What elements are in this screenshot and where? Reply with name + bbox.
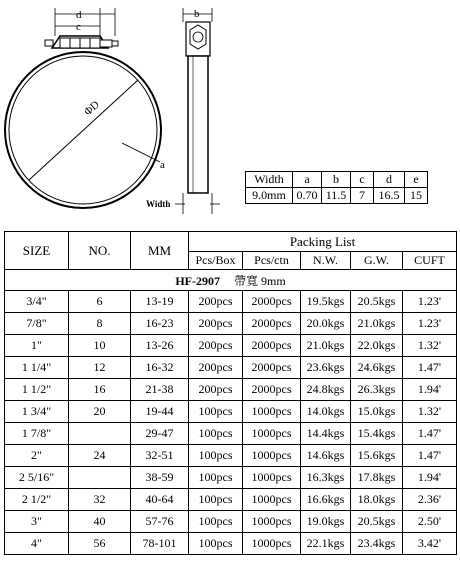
cell-pcs-box: 200pcs — [189, 335, 243, 357]
cell-nw: 14.4kgs — [301, 423, 351, 445]
packing-spec-table — [4, 231, 457, 555]
cell-nw: 22.1kgs — [301, 533, 351, 555]
header-pcs-box: Pcs/Box — [189, 252, 243, 270]
cell-gw: 24.6kgs — [351, 357, 403, 379]
cell-size: 3/4" — [5, 291, 69, 313]
cell-no: 32 — [69, 489, 131, 511]
cell-pcs-box: 100pcs — [189, 533, 243, 555]
dims-value: 0.70 — [293, 188, 322, 204]
cell-cuft: 1.23' — [403, 291, 457, 313]
cell-mm: 13-26 — [131, 335, 189, 357]
model-cell — [5, 270, 457, 291]
cell-pcs-ctn: 1000pcs — [243, 489, 301, 511]
cell-no: 20 — [69, 401, 131, 423]
cell-pcs-box: 200pcs — [189, 291, 243, 313]
cell-pcs-ctn: 1000pcs — [243, 445, 301, 467]
cell-pcs-box: 100pcs — [189, 511, 243, 533]
cell-size: 1 3/4" — [5, 401, 69, 423]
cell-pcs-ctn: 1000pcs — [243, 423, 301, 445]
header-cuft: CUFT — [403, 252, 457, 270]
dims-value-row — [246, 188, 428, 204]
cell-size: 1 1/4" — [5, 357, 69, 379]
cell-cuft: 1.32' — [403, 335, 457, 357]
cell-no: 12 — [69, 357, 131, 379]
cell-no — [69, 467, 131, 489]
dims-value: 16.5 — [374, 188, 405, 204]
spec-rows — [5, 291, 457, 555]
dims-header: Width — [246, 172, 293, 188]
cell-cuft: 1.32' — [403, 401, 457, 423]
cell-gw: 23.4kgs — [351, 533, 403, 555]
cell-pcs-box: 100pcs — [189, 489, 243, 511]
cell-gw: 21.0kgs — [351, 313, 403, 335]
cell-mm: 57-76 — [131, 511, 189, 533]
dims-header-row — [246, 172, 428, 188]
cell-pcs-box: 100pcs — [189, 401, 243, 423]
cell-mm: 29-47 — [131, 423, 189, 445]
dims-header: c — [351, 172, 374, 188]
cell-no — [69, 423, 131, 445]
dims-header: d — [374, 172, 405, 188]
cell-gw: 15.0kgs — [351, 401, 403, 423]
dims-value: 7 — [351, 188, 374, 204]
cell-mm: 16-23 — [131, 313, 189, 335]
cell-mm: 16-32 — [131, 357, 189, 379]
cell-no: 40 — [69, 511, 131, 533]
header-nw: N.W. — [301, 252, 351, 270]
cell-nw: 24.8kgs — [301, 379, 351, 401]
cell-gw: 17.8kgs — [351, 467, 403, 489]
table-row — [5, 291, 457, 313]
cell-gw: 26.3kgs — [351, 379, 403, 401]
header-row — [5, 232, 457, 252]
cell-mm: 21-38 — [131, 379, 189, 401]
cell-nw: 14.0kgs — [301, 401, 351, 423]
cell-no: 10 — [69, 335, 131, 357]
cell-gw: 18.0kgs — [351, 489, 403, 511]
dims-value: 11.5 — [322, 188, 351, 204]
cell-pcs-ctn: 2000pcs — [243, 357, 301, 379]
cell-size: 3" — [5, 511, 69, 533]
table-row — [5, 423, 457, 445]
table-row — [5, 357, 457, 379]
dims-header: e — [405, 172, 428, 188]
header-gw: G.W. — [351, 252, 403, 270]
cell-pcs-ctn: 1000pcs — [243, 401, 301, 423]
table-row — [5, 467, 457, 489]
cell-cuft: 1.47' — [403, 423, 457, 445]
cell-cuft: 2.50' — [403, 511, 457, 533]
cell-mm: 19-44 — [131, 401, 189, 423]
cell-mm: 78-101 — [131, 533, 189, 555]
header-mm: MM — [131, 232, 189, 270]
cell-size: 2 5/16" — [5, 467, 69, 489]
cell-size: 1 7/8" — [5, 423, 69, 445]
cell-size: 4" — [5, 533, 69, 555]
cell-cuft: 1.94' — [403, 467, 457, 489]
cell-gw: 15.4kgs — [351, 423, 403, 445]
cell-pcs-ctn: 1000pcs — [243, 533, 301, 555]
dims-header: a — [293, 172, 322, 188]
model-row — [5, 270, 457, 291]
cell-pcs-box: 200pcs — [189, 313, 243, 335]
cell-no: 6 — [69, 291, 131, 313]
table-row — [5, 511, 457, 533]
label-b: b — [194, 8, 200, 20]
header-packing-list: Packing List — [189, 232, 457, 252]
label-c: c — [76, 21, 81, 33]
table-row — [5, 335, 457, 357]
label-d: d — [76, 9, 82, 21]
cell-pcs-box: 200pcs — [189, 379, 243, 401]
cell-cuft: 1.23' — [403, 313, 457, 335]
header-pcs-ctn: Pcs/ctn — [243, 252, 301, 270]
label-width: Width — [146, 199, 171, 209]
dimensions-table — [245, 171, 428, 204]
header-no: NO. — [69, 232, 131, 270]
table-row — [5, 489, 457, 511]
cell-nw: 16.6kgs — [301, 489, 351, 511]
cell-no: 16 — [69, 379, 131, 401]
label-diameter: ΦD — [81, 98, 102, 119]
cell-nw: 20.0kgs — [301, 313, 351, 335]
cell-nw: 14.6kgs — [301, 445, 351, 467]
cell-size: 1 1/2" — [5, 379, 69, 401]
cell-pcs-box: 100pcs — [189, 445, 243, 467]
cell-size: 2 1/2" — [5, 489, 69, 511]
cell-nw: 23.6kgs — [301, 357, 351, 379]
cell-mm: 32-51 — [131, 445, 189, 467]
table-row — [5, 379, 457, 401]
table-row — [5, 313, 457, 335]
cell-size: 2" — [5, 445, 69, 467]
dims-value: 15 — [405, 188, 428, 204]
table-row — [5, 445, 457, 467]
cell-size: 7/8" — [5, 313, 69, 335]
cell-pcs-box: 100pcs — [189, 467, 243, 489]
cell-cuft: 1.47' — [403, 445, 457, 467]
cell-mm: 40-64 — [131, 489, 189, 511]
cell-nw: 19.0kgs — [301, 511, 351, 533]
cell-nw: 16.3kgs — [301, 467, 351, 489]
cell-pcs-ctn: 2000pcs — [243, 291, 301, 313]
cell-no: 24 — [69, 445, 131, 467]
cell-cuft: 3.42' — [403, 533, 457, 555]
table-row — [5, 533, 457, 555]
cell-pcs-ctn: 2000pcs — [243, 379, 301, 401]
cell-gw: 20.5kgs — [351, 291, 403, 313]
cell-pcs-ctn: 2000pcs — [243, 335, 301, 357]
header-size: SIZE — [5, 232, 69, 270]
cell-mm: 13-19 — [131, 291, 189, 313]
cell-no: 8 — [69, 313, 131, 335]
cell-gw: 22.0kgs — [351, 335, 403, 357]
cell-no: 56 — [69, 533, 131, 555]
label-a: a — [160, 159, 165, 171]
cell-pcs-box: 100pcs — [189, 423, 243, 445]
cell-gw: 15.6kgs — [351, 445, 403, 467]
dims-header: b — [322, 172, 351, 188]
cell-pcs-box: 200pcs — [189, 357, 243, 379]
band-width-label: 帶寬 9mm — [234, 273, 286, 288]
cell-cuft: 1.94' — [403, 379, 457, 401]
table-row — [5, 401, 457, 423]
cell-cuft: 2.36' — [403, 489, 457, 511]
cell-pcs-ctn: 2000pcs — [243, 313, 301, 335]
cell-cuft: 1.47' — [403, 357, 457, 379]
cell-pcs-ctn: 1000pcs — [243, 467, 301, 489]
model-code: HF-2907 — [175, 273, 221, 288]
clamp-side-view — [175, 8, 220, 214]
cell-pcs-ctn: 1000pcs — [243, 511, 301, 533]
cell-nw: 19.5kgs — [301, 291, 351, 313]
cell-mm: 38-59 — [131, 467, 189, 489]
cell-nw: 21.0kgs — [301, 335, 351, 357]
cell-gw: 20.5kgs — [351, 511, 403, 533]
dims-value: 9.0mm — [246, 188, 293, 204]
cell-size: 1" — [5, 335, 69, 357]
